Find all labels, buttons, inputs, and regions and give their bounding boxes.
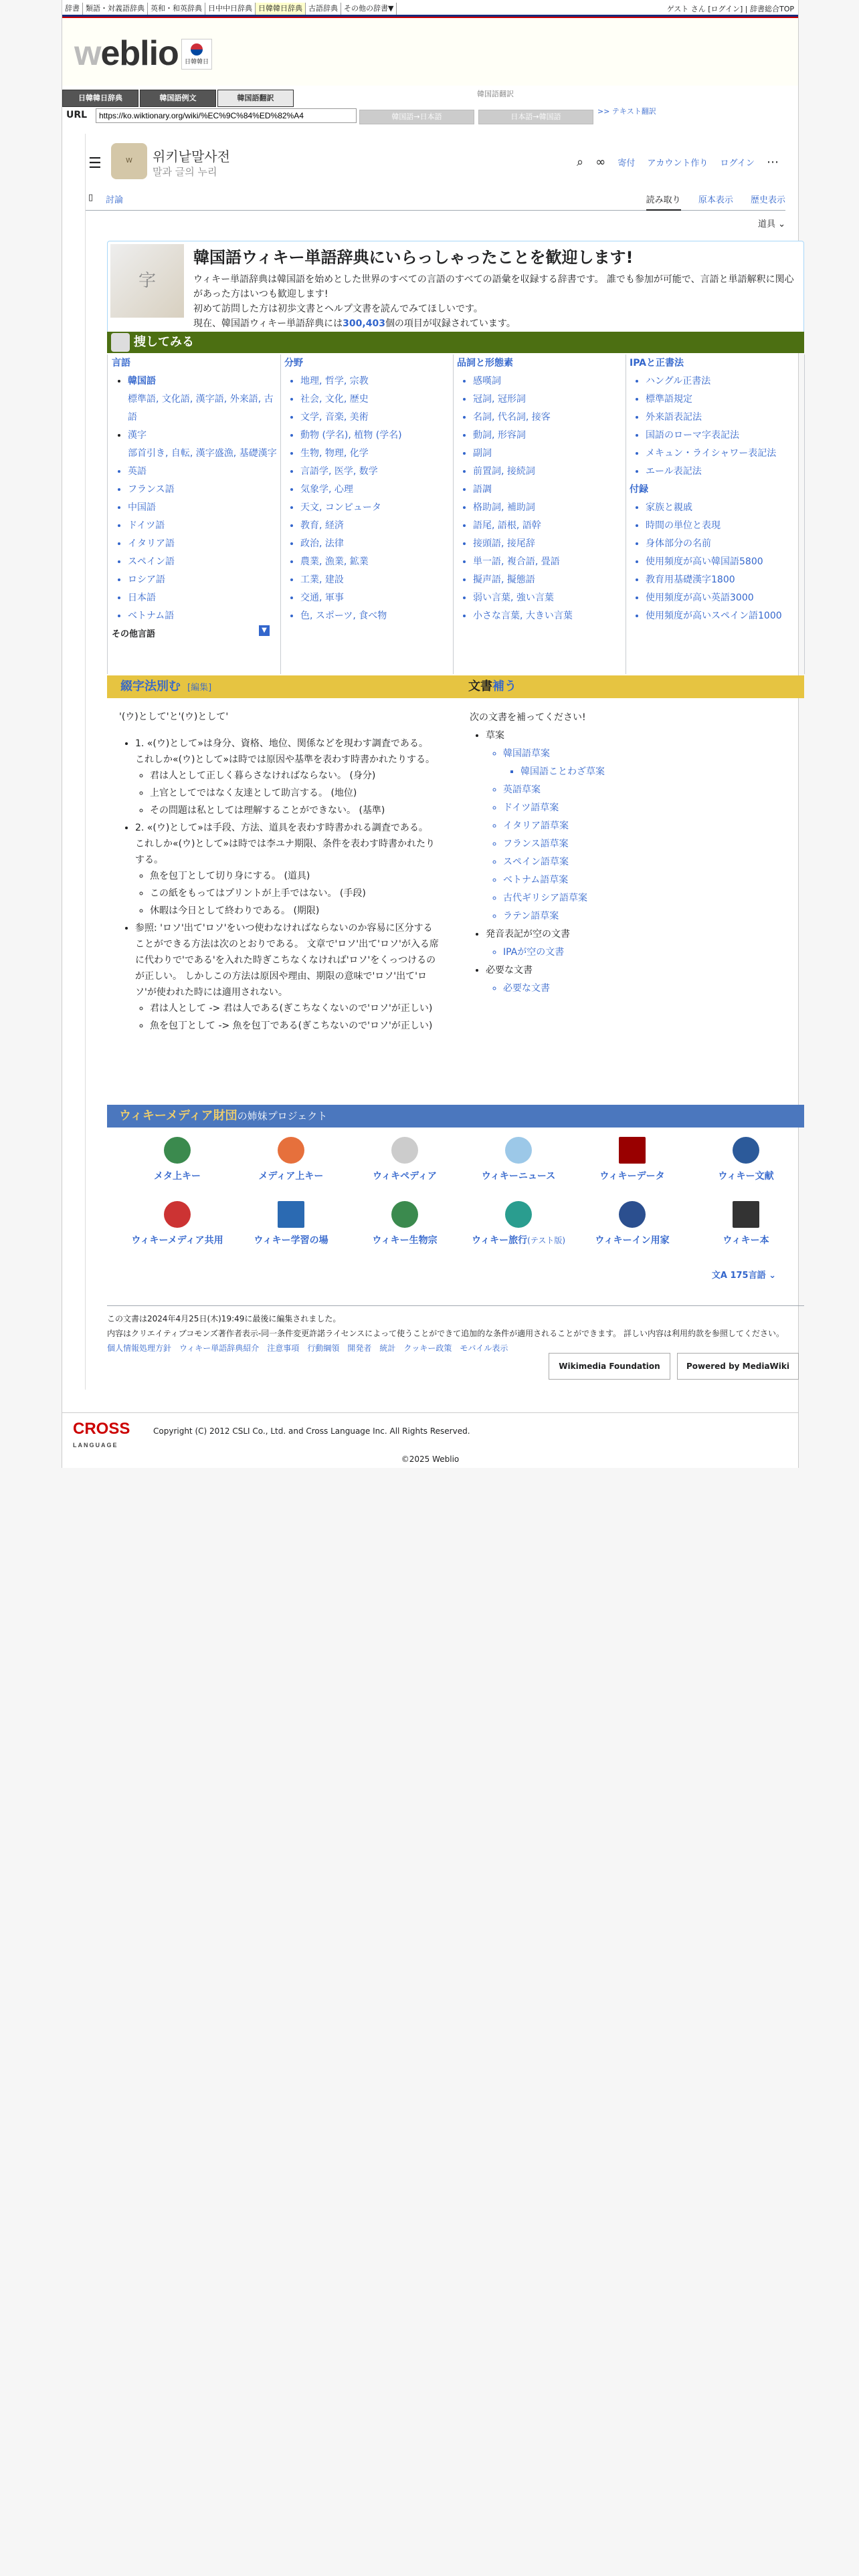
list-item: ◦ 魚を包丁として切り身にする。 (道具)	[150, 868, 440, 884]
list-item: ◦ この紙をもってはプリントが上手ではない。 (手段)	[150, 885, 440, 901]
wikimedia-foundation-badge[interactable]: Wikimedia Foundation	[549, 1353, 670, 1380]
wiki-header	[86, 143, 785, 183]
list-item[interactable]: • 副詞	[473, 445, 626, 463]
donate-link[interactable]: 寄付	[617, 158, 636, 169]
link-korean[interactable]: 韓国語	[128, 376, 156, 387]
nav-thesaurus[interactable]: 類語・対義語辞典	[83, 3, 148, 15]
url-row	[62, 107, 798, 130]
list-item: ◦ 君は人として正しく暮らさなければならない。 (身分)	[150, 768, 440, 784]
nav-more[interactable]: その他の辞書▼	[341, 3, 397, 15]
list-item[interactable]: • ロシア語	[128, 571, 280, 589]
col-ipa: IPAと正書法 • ハングル正書法 • 標準語規定 • 外来語表記法 • 国語のローマ字表記法 • メキュン・ライシャワー表記法 • エール表記法 付録 • 家族と親戚 • 時間の単位と表現 • 身体部分の名前 • 使用頻度が高い韓国語5800 • 教育用基礎漢字1800 • 使用頻度が高い英語3000 • 使用頻度が高いスペイン語1000	[626, 354, 805, 674]
wiki-logo-icon[interactable]: W	[111, 143, 147, 179]
edit-link[interactable]: [編集]	[187, 683, 212, 693]
list-item[interactable]: • 天文, コンピュータ	[300, 499, 453, 517]
wikimedia-header: ウィキーメディア財団の姉妹プロジェクト	[107, 1105, 804, 1128]
list-item[interactable]: • 使用頻度が高い英語3000	[646, 589, 804, 607]
list-item[interactable]: • メキュン・ライシャワー表記法	[646, 445, 804, 463]
list-item[interactable]: • 格助詞, 補助詞	[473, 499, 626, 517]
tab-examples[interactable]: 韓国語例文	[140, 90, 216, 107]
tools-dropdown[interactable]: 道具 ⌄	[757, 219, 785, 229]
footer-link[interactable]: 統計	[379, 1344, 396, 1353]
kanji-sub[interactable]: 部首引き, 自転, 漢字盛漁, 基礎漢字	[128, 448, 277, 459]
powered-by-mediawiki-badge[interactable]: Powered by MediaWiki	[677, 1353, 799, 1380]
welcome-title: 韓国語ウィキー単語辞典にいらっしゃったことを歓迎します!	[193, 248, 634, 267]
list-item[interactable]: • 社会, 文化, 歴史	[300, 391, 453, 409]
wiki-frame	[85, 134, 794, 1390]
list-item[interactable]: • 時間の単位と表現	[646, 517, 804, 535]
project-wikisource[interactable]: ウィキー文献	[689, 1137, 803, 1182]
example-2: 2. «(ウ)として»は手段、方法、道具を表わす時書かれる調査である。 これしか«(ウ)として»は時では李ユナ期限、条件を表わす時書かれたりする。	[135, 823, 436, 865]
create-account-link[interactable]: アカウント作り	[647, 158, 708, 169]
list-item[interactable]: • 教育, 経済	[300, 517, 453, 535]
list-item[interactable]: ▪ 韓国語ことわざ草案	[520, 763, 784, 781]
list-item[interactable]: • 政治, 法律	[300, 535, 453, 553]
project-wikiquote[interactable]: ウィキーイン用家	[575, 1201, 689, 1247]
list-item[interactable]: • 英語	[128, 463, 280, 481]
wikinews-icon	[505, 1137, 532, 1164]
project-wikivoyage[interactable]: ウィキー旅行(テスト版)	[462, 1201, 575, 1247]
nav-kj[interactable]: 日韓韓日辞典	[256, 3, 306, 15]
list-item[interactable]: • 使用頻度が高いスペイン語1000	[646, 607, 804, 625]
col-fields: 分野 • 地理, 哲学, 宗教 • 社会, 文化, 歴史 • 文学, 音楽, 美術 • 動物 (学名), 植物 (学名) • 生物, 物理, 化学 • 言語学, 医学, 数学 • 気象学, 心理 • 天文, コンピュータ • 教育, 経済 • 政治, 法律 • 農業, 漁業, 鉱業 • 工業, 建設 • 交通, 軍事 • 色, スポーツ, 食べ物	[280, 354, 454, 674]
footer-link[interactable]: クッキー政策	[403, 1344, 452, 1353]
reference-note: 参照: 'ロソ'出て'ロソ'をいつ使わなければならないのか容易に区分することができる方法は次のとおりである。 文章で'ロソ'出て'ロソ'が入る席に代わりで'である'を入れた時ぎこちなくなければ'ロソ'をくっつけるのが正しい。 しかしこの方法は原因や理由、期限の意味で'ロソ'出て'ロソ'が使われた時には適用されない。	[135, 923, 439, 998]
project-wikipedia[interactable]: ウィキペディア	[348, 1137, 462, 1182]
col-pos: 品詞と形態素 • 感嘆詞 • 冠詞, 冠形詞 • 名詞, 代名詞, 接客 • 動詞, 形容詞 • 副詞 • 前置詞, 接続詞 • 語調 • 格助詞, 補助詞 • 語尾, 語根, 語幹 • 接頭語, 接尾辞 • 単一語, 複合語, 畳語 • 擬声語, 擬態語 • 弱い言葉, 強い言葉 • 小さな言葉, 大きい言葉	[453, 354, 626, 674]
dictionary-icon	[111, 333, 130, 352]
nav-cj[interactable]: 日中中日辞典	[205, 3, 256, 15]
list-item[interactable]: • 家族と親戚	[646, 499, 804, 517]
example-1: 1. «(ウ)として»は身分、資格、地位、関係などを現わす調査である。 これしか«(ウ)として»は時では原因や基準を表わす時書かれたりする。	[135, 738, 436, 765]
list-item[interactable]: ◦ スペイン語草案	[503, 853, 784, 871]
yellow-section-header: 綴字法別む [編集] 文書補う	[107, 675, 804, 698]
list-item[interactable]: • 地理, 哲学, 宗教	[300, 372, 453, 391]
wikivoyage-icon	[505, 1201, 532, 1228]
project-wikibooks[interactable]: ウィキー本	[689, 1201, 803, 1247]
supp-intro: 次の文書を補ってください!	[470, 712, 586, 723]
list-item[interactable]: • 外来語表記法	[646, 409, 804, 427]
list-item[interactable]: • フランス語	[128, 481, 280, 499]
ko-ja-button[interactable]: 韓国語→日本語	[359, 110, 474, 124]
list-item[interactable]: • 文学, 音楽, 美術	[300, 409, 453, 427]
list-item[interactable]: • 日本語	[128, 589, 280, 607]
wikipedia-icon	[391, 1137, 418, 1164]
list-item[interactable]: • 単一語, 複合語, 畳語	[473, 553, 626, 571]
project-commons[interactable]: ウィキーメディア共用	[120, 1201, 234, 1247]
korean-sub[interactable]: 標準語, 文化語, 漢字語, 外来語, 古語	[128, 394, 274, 423]
wikiquote-icon	[619, 1201, 646, 1228]
list-item[interactable]: ◦ ドイツ語草案	[503, 799, 784, 817]
list-item[interactable]: • 気象学, 心理	[300, 481, 453, 499]
list-item[interactable]: • 農業, 漁業, 鉱業	[300, 553, 453, 571]
chevron-down-icon: ⌄	[778, 219, 785, 229]
list-item[interactable]: • 動詞, 形容詞	[473, 427, 626, 445]
list-item[interactable]: • 身体部分の名前	[646, 535, 804, 553]
project-wikiversity[interactable]: ウィキー学習の場	[234, 1201, 348, 1247]
footer-link[interactable]: 注意事項	[267, 1344, 300, 1353]
list-item[interactable]: • エール表記法	[646, 463, 804, 481]
last-edited: この文書は2024年4月25日(木)19:49に最後に編集されました。	[107, 1314, 341, 1323]
page-icon: ▯	[88, 193, 94, 203]
list-item[interactable]: • ドイツ語	[128, 517, 280, 535]
wiki-subtitle: 말과 글의 누리	[153, 166, 217, 178]
tab-read[interactable]: 読み取り	[646, 195, 681, 211]
footer-link[interactable]: 個人情報処理方針	[107, 1344, 172, 1353]
search-icon[interactable]: ⌕	[576, 155, 584, 169]
meta-icon	[164, 1137, 191, 1164]
list-item[interactable]: ◦ イタリア語草案	[503, 817, 784, 835]
page	[62, 0, 799, 1468]
list-item[interactable]: ◦ 必要な文書	[503, 980, 784, 998]
list-item[interactable]: • 標準語規定	[646, 391, 804, 409]
translate-icon: 文A	[711, 1271, 731, 1281]
url-input[interactable]	[96, 108, 357, 123]
list-item[interactable]: • 工業, 建設	[300, 571, 453, 589]
mediawiki-icon	[278, 1137, 304, 1164]
list-item[interactable]: • 語調	[473, 481, 626, 499]
list-item[interactable]: • 交通, 軍事	[300, 589, 453, 607]
top-nav	[62, 3, 798, 15]
list-item: ◦ 上官としてではなく友達として助言する。 (地位)	[150, 785, 440, 801]
list-item[interactable]: • ハングル正書法	[646, 372, 804, 391]
copyright: Copyright (C) 2012 CSLI Co., Ltd. and Cross Language Inc. All Rights Reserved.	[153, 1426, 470, 1436]
menu-icon[interactable]: ☰	[88, 155, 102, 172]
wikibooks-icon	[733, 1201, 759, 1228]
page-footer	[62, 1412, 798, 1467]
page-tabs	[86, 187, 785, 211]
project-mediawiki[interactable]: メディア上キー	[234, 1137, 348, 1182]
list-item[interactable]: • 名詞, 代名詞, 接客	[473, 409, 626, 427]
list-item[interactable]: • ベトナム語	[128, 607, 280, 625]
guest-login[interactable]: ゲスト さん [ログイン] | 辞書総合TOP	[666, 5, 794, 13]
list-item[interactable]: • 動物 (学名), 植物 (学名)	[300, 427, 453, 445]
url-label: URL	[66, 110, 88, 120]
list-item[interactable]: ◦ 古代ギリシア語草案	[503, 889, 784, 907]
list-item[interactable]: • 語尾, 語根, 語幹	[473, 517, 626, 535]
col-languages: 言語 • 韓国語 標準語, 文化語, 漢字語, 外来語, 古語 • 漢字 部首引き, 自転, 漢字盛漁, 基礎漢字 • 英語 • フランス語 • 中国語 • ドイツ語 • イタリア語 • スペイン語 • ロシア語 • 日本語 • ベトナム語 その他言語 ▼	[108, 354, 281, 674]
link-icon[interactable]: ∞	[595, 155, 606, 169]
wiki-title: 위키낱말사전	[153, 148, 230, 165]
list-item[interactable]: • 擬声語, 擬態語	[473, 571, 626, 589]
nav-ej[interactable]: 英和・和英辞典	[148, 3, 205, 15]
license-text: 内容はクリエイティブコモンズ著作者表示-同一条件変更許諾ライセンスによって使うことができて追加的な条件が適用されることができます。 詳しい内容は利用約款を参照してください。	[107, 1329, 784, 1338]
list-item[interactable]: • 小さな言葉, 大きい言葉	[473, 607, 626, 625]
tab-kj-dict[interactable]: 日韓韓日辞典	[62, 90, 138, 107]
supplement-section: 次の文書を補ってください! • 草案 ◦ 韓国語草案 ▪ 韓国語ことわざ草案 ◦ 英語草案 ◦ ドイツ語草案 ◦ イタリア語草案 ◦ フランス語草案 ◦ スペイン語草案 ◦ ベトナム語草案 ◦ 古代ギリシア語草案 ◦ ラテン語草案 • 発音表記が空の文書 ◦ IPAが空の文書 • 必要な文書 ◦ 必要な文書	[470, 709, 784, 998]
wiki-footer	[107, 1305, 804, 1371]
list-item[interactable]: • 接頭語, 接尾辞	[473, 535, 626, 553]
list-item[interactable]: ◦ IPAが空の文書	[503, 944, 784, 962]
project-wikidata[interactable]: ウィキーデータ	[575, 1137, 689, 1182]
footer-link[interactable]: 開発者	[347, 1344, 372, 1353]
search-section-header: 捜してみる	[107, 332, 804, 353]
sister-projects	[107, 1132, 804, 1265]
expand-icon: ▼	[259, 625, 270, 636]
footer-link[interactable]: 行動綱領	[307, 1344, 340, 1353]
tab-view-source[interactable]: 原本表示	[698, 195, 733, 205]
link-kanji[interactable]: 漢字	[128, 430, 147, 441]
footer-link[interactable]: モバイル表示	[460, 1344, 508, 1353]
kanji-intro: '(ウ)として'と'(ウ)として'	[119, 712, 229, 722]
nav-kogo[interactable]: 古語辞典	[306, 3, 341, 15]
welcome-text: ウィキー単語辞典は韓国語を始めとした世界のすべての言語のすべての語彙を収録する辞書です。 誰でも参加が可能で、言語と単語解釈に関心があった方はいつも歓迎します! 初めて訪問した方は初歩文書とヘルプ文書を読んでみてほしいです。 現在、韓国語ウィキー単語辞典には300,403個の項目が収録されています。	[193, 274, 794, 329]
list-item: ◦ その問題は私としては理解することができない。 (基準)	[150, 802, 440, 819]
kanji-section	[119, 709, 440, 1035]
text-translate-link[interactable]: >> テキスト翻訳	[597, 107, 656, 116]
more-icon[interactable]: ⋯	[767, 155, 779, 169]
list-item[interactable]: • 前置詞, 接続詞	[473, 463, 626, 481]
list-item[interactable]: • 感嘆詞	[473, 372, 626, 391]
header-links	[567, 155, 779, 169]
weblio-logo[interactable]: weblio	[74, 34, 179, 73]
list-item[interactable]: ◦ フランス語草案	[503, 835, 784, 853]
weblio-copyright: ©2025 Weblio	[401, 1455, 460, 1464]
puzzle-icon: 字	[110, 244, 184, 318]
list-item: ◦ 魚を包丁として -> 魚を包丁である(ぎこちないので'ロソ'が正しい)	[150, 1018, 440, 1034]
commons-icon	[164, 1201, 191, 1228]
tab-talk[interactable]: 討論	[106, 195, 124, 205]
ja-ko-button[interactable]: 日本語→韓国語	[478, 110, 593, 124]
list-item[interactable]: • 中国語	[128, 499, 280, 517]
site-header	[62, 19, 798, 86]
login-link[interactable]: ログイン	[720, 158, 755, 169]
project-meta[interactable]: メタ上キー	[120, 1137, 234, 1182]
tab-hint: 韓国語翻訳	[477, 90, 514, 98]
list-item[interactable]: • 教育用基礎漢字1800	[646, 571, 804, 589]
category-grid	[107, 354, 805, 674]
list-item[interactable]: • 弱い言葉, 強い言葉	[473, 589, 626, 607]
wikispecies-icon	[391, 1201, 418, 1228]
list-item[interactable]: ◦ 英語草案	[503, 781, 784, 799]
list-item[interactable]: • 冠詞, 冠形詞	[473, 391, 626, 409]
other-languages-toggle[interactable]: その他言語 ▼	[108, 625, 280, 643]
list-item: ◦ 君は人として -> 君は人である(ぎこちなくないので'ロソ'が正しい)	[150, 1000, 440, 1016]
list-item[interactable]: • 使用頻度が高い韓国語5800	[646, 553, 804, 571]
language-selector[interactable]: 文A 175言語 ⌄	[711, 1271, 776, 1281]
list-item[interactable]: • 生物, 物理, 化学	[300, 445, 453, 463]
kanji-title: 綴字法別む	[120, 679, 181, 693]
nav-dict[interactable]: 辞書	[62, 3, 83, 15]
cross-language-logo[interactable]: CROSS LANGUAGE	[73, 1420, 130, 1448]
list-item: ◦ 休暇は今日として終わりである。 (期限)	[150, 903, 440, 919]
korea-flag-icon: 日韓韓日	[181, 39, 212, 70]
footer-link[interactable]: ウィキー単語辞典紹介	[179, 1344, 260, 1353]
project-wikinews[interactable]: ウィキーニュース	[462, 1137, 575, 1182]
list-item[interactable]: ◦ ベトナム語草案	[503, 871, 784, 889]
list-item[interactable]: • 国語のローマ字表記法	[646, 427, 804, 445]
list-item[interactable]: ◦ 韓国語草案	[503, 745, 784, 763]
wikisource-icon	[733, 1137, 759, 1164]
entry-count: 300,403	[343, 318, 385, 329]
project-wikispecies[interactable]: ウィキー生物宗	[348, 1201, 462, 1247]
list-item[interactable]: ◦ ラテン語草案	[503, 907, 784, 926]
list-item[interactable]: • スペイン語	[128, 553, 280, 571]
tab-history[interactable]: 歴史表示	[750, 195, 785, 205]
list-item[interactable]: • 言語学, 医学, 数学	[300, 463, 453, 481]
wikidata-icon	[619, 1137, 646, 1164]
list-item[interactable]: • イタリア語	[128, 535, 280, 553]
wikiversity-icon	[278, 1201, 304, 1228]
list-item[interactable]: • 色, スポーツ, 食べ物	[300, 607, 453, 625]
tab-translate[interactable]: 韓国語翻訳	[217, 90, 294, 107]
divider	[62, 15, 798, 18]
